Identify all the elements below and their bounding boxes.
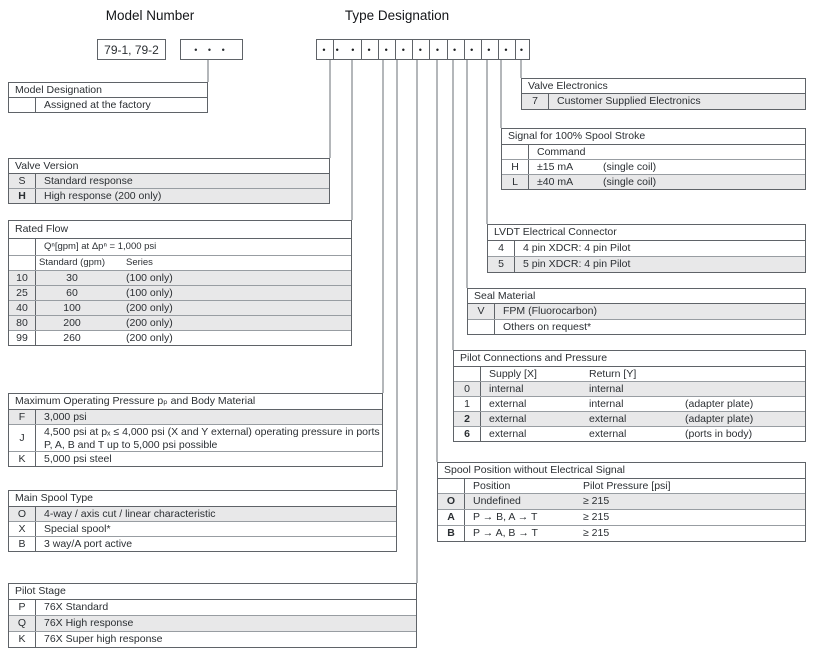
table-row xyxy=(9,616,416,632)
pressure-value: ≥ 215 xyxy=(583,527,610,539)
code-cell: 40 xyxy=(9,301,36,315)
table-row xyxy=(9,410,382,425)
coil-note: (single coil) xyxy=(603,161,657,173)
code-cell: Q xyxy=(9,616,36,631)
table-row xyxy=(9,507,396,522)
code-cell: 0 xyxy=(454,382,481,396)
option-label: 76X Super high response xyxy=(44,633,163,645)
table-row xyxy=(9,425,382,452)
code-cell: 7 xyxy=(522,94,549,109)
option-label: 3 way/A port active xyxy=(44,538,133,550)
table-title: Valve Electronics xyxy=(522,79,805,94)
series-value: (200 only) xyxy=(126,302,173,314)
command-value: ±15 mA xyxy=(537,161,574,173)
table-row xyxy=(454,397,805,412)
code-cell: O xyxy=(9,507,36,521)
type-cell: • xyxy=(379,40,396,59)
table-row xyxy=(454,427,805,441)
type-cell: • xyxy=(482,40,499,59)
table-title: Spool Position without Electrical Signal xyxy=(438,463,805,479)
code-cell: 6 xyxy=(454,427,481,441)
return-value: internal xyxy=(589,398,624,410)
series-value: (100 only) xyxy=(126,287,173,299)
model-number-title: Model Number xyxy=(105,8,195,23)
code-cell: B xyxy=(438,526,465,541)
table-spool-position xyxy=(437,462,806,542)
table-row xyxy=(9,452,382,466)
table-row xyxy=(9,189,329,203)
table-row xyxy=(9,537,396,551)
table-row xyxy=(9,98,207,112)
table-signal-spool-stroke xyxy=(501,128,806,190)
type-cell: • • xyxy=(334,40,362,59)
code-cell: 25 xyxy=(9,286,36,300)
type-cell: • xyxy=(448,40,465,59)
table-title: Maximum Operating Pressure pₚ and Body Material xyxy=(9,394,382,410)
return-value: external xyxy=(589,428,627,440)
option-label: High response (200 only) xyxy=(44,190,162,202)
column-labels-row xyxy=(454,367,805,382)
code-cell: 99 xyxy=(9,331,36,345)
option-label: 5,000 psi steel xyxy=(44,453,112,465)
model-number-box: 79-1, 79-2 xyxy=(97,39,166,60)
table-row xyxy=(9,316,351,331)
position-value: Undefined xyxy=(473,495,521,507)
flow-note-row xyxy=(9,239,351,256)
return-value: internal xyxy=(589,383,624,395)
code-cell: 4 xyxy=(488,241,515,256)
table-model-designation xyxy=(8,82,208,113)
code-cell: 80 xyxy=(9,316,36,330)
type-designation-title: Type Designation xyxy=(344,8,450,23)
pressure-value: ≥ 215 xyxy=(583,495,610,507)
type-cell: • xyxy=(465,40,482,59)
code-cell xyxy=(454,367,481,381)
table-row xyxy=(454,412,805,427)
table-row xyxy=(438,510,805,526)
connection-note: (adapter plate) xyxy=(685,413,754,425)
table-row xyxy=(522,94,805,109)
table-title: Main Spool Type xyxy=(9,491,396,507)
option-label: Assigned at the factory xyxy=(44,99,151,111)
type-cell: • xyxy=(396,40,413,59)
table-row xyxy=(468,320,805,334)
option-line-2: P, A, B and T up to 5,000 psi possible xyxy=(44,439,218,451)
table-title: Valve Version xyxy=(9,159,329,174)
gpm-value: 100 xyxy=(63,302,81,314)
column-label-command: Command xyxy=(537,146,586,158)
table-row xyxy=(438,526,805,541)
table-row xyxy=(488,257,805,272)
code-cell xyxy=(468,320,495,334)
option-label: Customer Supplied Electronics xyxy=(557,95,701,107)
table-row xyxy=(468,304,805,320)
code-cell: P xyxy=(9,600,36,615)
code-cell: L xyxy=(502,175,529,189)
table-row xyxy=(9,301,351,316)
table-valve-version xyxy=(8,158,330,204)
table-rated-flow xyxy=(8,220,352,346)
code-cell xyxy=(438,479,465,493)
table-main-spool-type xyxy=(8,490,397,552)
type-cell: • xyxy=(499,40,516,59)
supply-value: external xyxy=(489,413,527,425)
code-cell xyxy=(502,145,529,159)
type-cell: • xyxy=(430,40,447,59)
series-value: (100 only) xyxy=(126,272,173,284)
table-pilot-connections xyxy=(453,350,806,442)
connection-note: (ports in body) xyxy=(685,428,753,440)
supply-value: external xyxy=(489,428,527,440)
coil-note: (single coil) xyxy=(603,176,657,188)
code-cell xyxy=(9,239,36,255)
code-cell: 2 xyxy=(454,412,481,426)
option-label: 4-way / axis cut / linear characteristic xyxy=(44,508,216,520)
table-row xyxy=(9,286,351,301)
column-labels-row xyxy=(9,256,351,271)
table-title: Signal for 100% Spool Stroke xyxy=(502,129,805,145)
table-row xyxy=(488,241,805,257)
code-cell: 10 xyxy=(9,271,36,285)
table-row xyxy=(9,331,351,345)
column-label-note xyxy=(677,367,805,381)
code-cell xyxy=(9,98,36,112)
table-row xyxy=(9,600,416,616)
table-row xyxy=(502,160,805,175)
table-row xyxy=(438,494,805,510)
code-cell: H xyxy=(9,189,36,203)
code-cell: K xyxy=(9,452,36,466)
position-value: P → A, B → T xyxy=(473,527,538,539)
table-title: Pilot Stage xyxy=(9,584,416,600)
column-label-standard-gpm: Standard (gpm) xyxy=(38,257,105,268)
option-label xyxy=(36,425,382,451)
table-title: Seal Material xyxy=(468,289,805,304)
table-row xyxy=(9,632,416,647)
code-cell: 1 xyxy=(454,397,481,411)
supply-value: external xyxy=(489,398,527,410)
option-label: 3,000 psi xyxy=(44,411,87,423)
model-dots-box: • • • xyxy=(180,39,243,60)
connection-note: (adapter plate) xyxy=(685,398,754,410)
table-title: LVDT Electrical Connector xyxy=(488,225,805,241)
table-row xyxy=(454,382,805,397)
connection-note xyxy=(677,382,805,396)
column-label-pressure: Pilot Pressure [psi] xyxy=(583,480,671,492)
option-label: 76X Standard xyxy=(44,601,109,613)
gpm-value: 200 xyxy=(63,317,81,329)
column-label-supply: Supply [X] xyxy=(489,368,537,380)
type-cell: • xyxy=(413,40,430,59)
column-label-return: Return [Y] xyxy=(589,368,637,380)
option-label: 4 pin XDCR: 4 pin Pilot xyxy=(523,242,631,254)
code-cell: H xyxy=(502,160,529,174)
code-cell: J xyxy=(9,425,36,451)
type-cell: • xyxy=(519,44,526,55)
series-value: (200 only) xyxy=(126,317,173,329)
gpm-value: 260 xyxy=(63,332,81,344)
position-value: P → B, A → T xyxy=(473,511,538,523)
pressure-value: ≥ 215 xyxy=(583,511,610,523)
option-label: Others on request* xyxy=(503,321,592,333)
option-label: 5 pin XDCR: 4 pin Pilot xyxy=(523,258,631,270)
code-cell: K xyxy=(9,632,36,647)
table-row xyxy=(9,522,396,537)
table-max-pressure xyxy=(8,393,383,467)
table-title: Rated Flow xyxy=(9,221,351,239)
code-cell: V xyxy=(468,304,495,319)
supply-value: internal xyxy=(489,383,524,395)
gpm-value: 60 xyxy=(66,287,78,299)
option-label: 76X High response xyxy=(44,617,134,629)
code-cell xyxy=(9,256,36,270)
flow-note: Qⁿ[gpm] at Δpⁿ = 1,000 psi xyxy=(44,241,157,252)
table-row xyxy=(9,271,351,286)
option-label: FPM (Fluorocarbon) xyxy=(503,305,597,317)
table-valve-electronics xyxy=(521,78,806,110)
column-label-position: Position xyxy=(473,480,511,492)
table-pilot-stage xyxy=(8,583,417,648)
code-cell: F xyxy=(9,410,36,424)
option-label: Special spool* xyxy=(44,523,111,535)
code-cell: S xyxy=(9,174,36,188)
return-value: external xyxy=(589,413,627,425)
code-cell: B xyxy=(9,537,36,551)
code-cell: A xyxy=(438,510,465,525)
option-line-1: 4,500 psi at pₓ ≤ 4,000 psi (X and Y external) operating pressure in ports xyxy=(44,426,380,438)
column-label-series: Series xyxy=(126,257,153,268)
gpm-value: 30 xyxy=(66,272,78,284)
table-lvdt-connector xyxy=(487,224,806,273)
column-labels-row xyxy=(438,479,805,494)
type-cell: • xyxy=(317,40,334,59)
column-labels-row xyxy=(502,145,805,160)
code-cell: O xyxy=(438,494,465,509)
series-value: (200 only) xyxy=(126,332,173,344)
code-cell: 5 xyxy=(488,257,515,272)
command-value: ±40 mA xyxy=(537,176,574,188)
option-label: Standard response xyxy=(44,175,133,187)
type-designation-box xyxy=(316,39,530,60)
table-seal-material xyxy=(467,288,806,335)
table-title: Pilot Connections and Pressure xyxy=(454,351,805,367)
type-cell: • xyxy=(362,40,379,59)
table-row xyxy=(502,175,805,189)
table-title: Model Designation xyxy=(9,83,207,98)
code-cell: X xyxy=(9,522,36,536)
table-row xyxy=(9,174,329,189)
